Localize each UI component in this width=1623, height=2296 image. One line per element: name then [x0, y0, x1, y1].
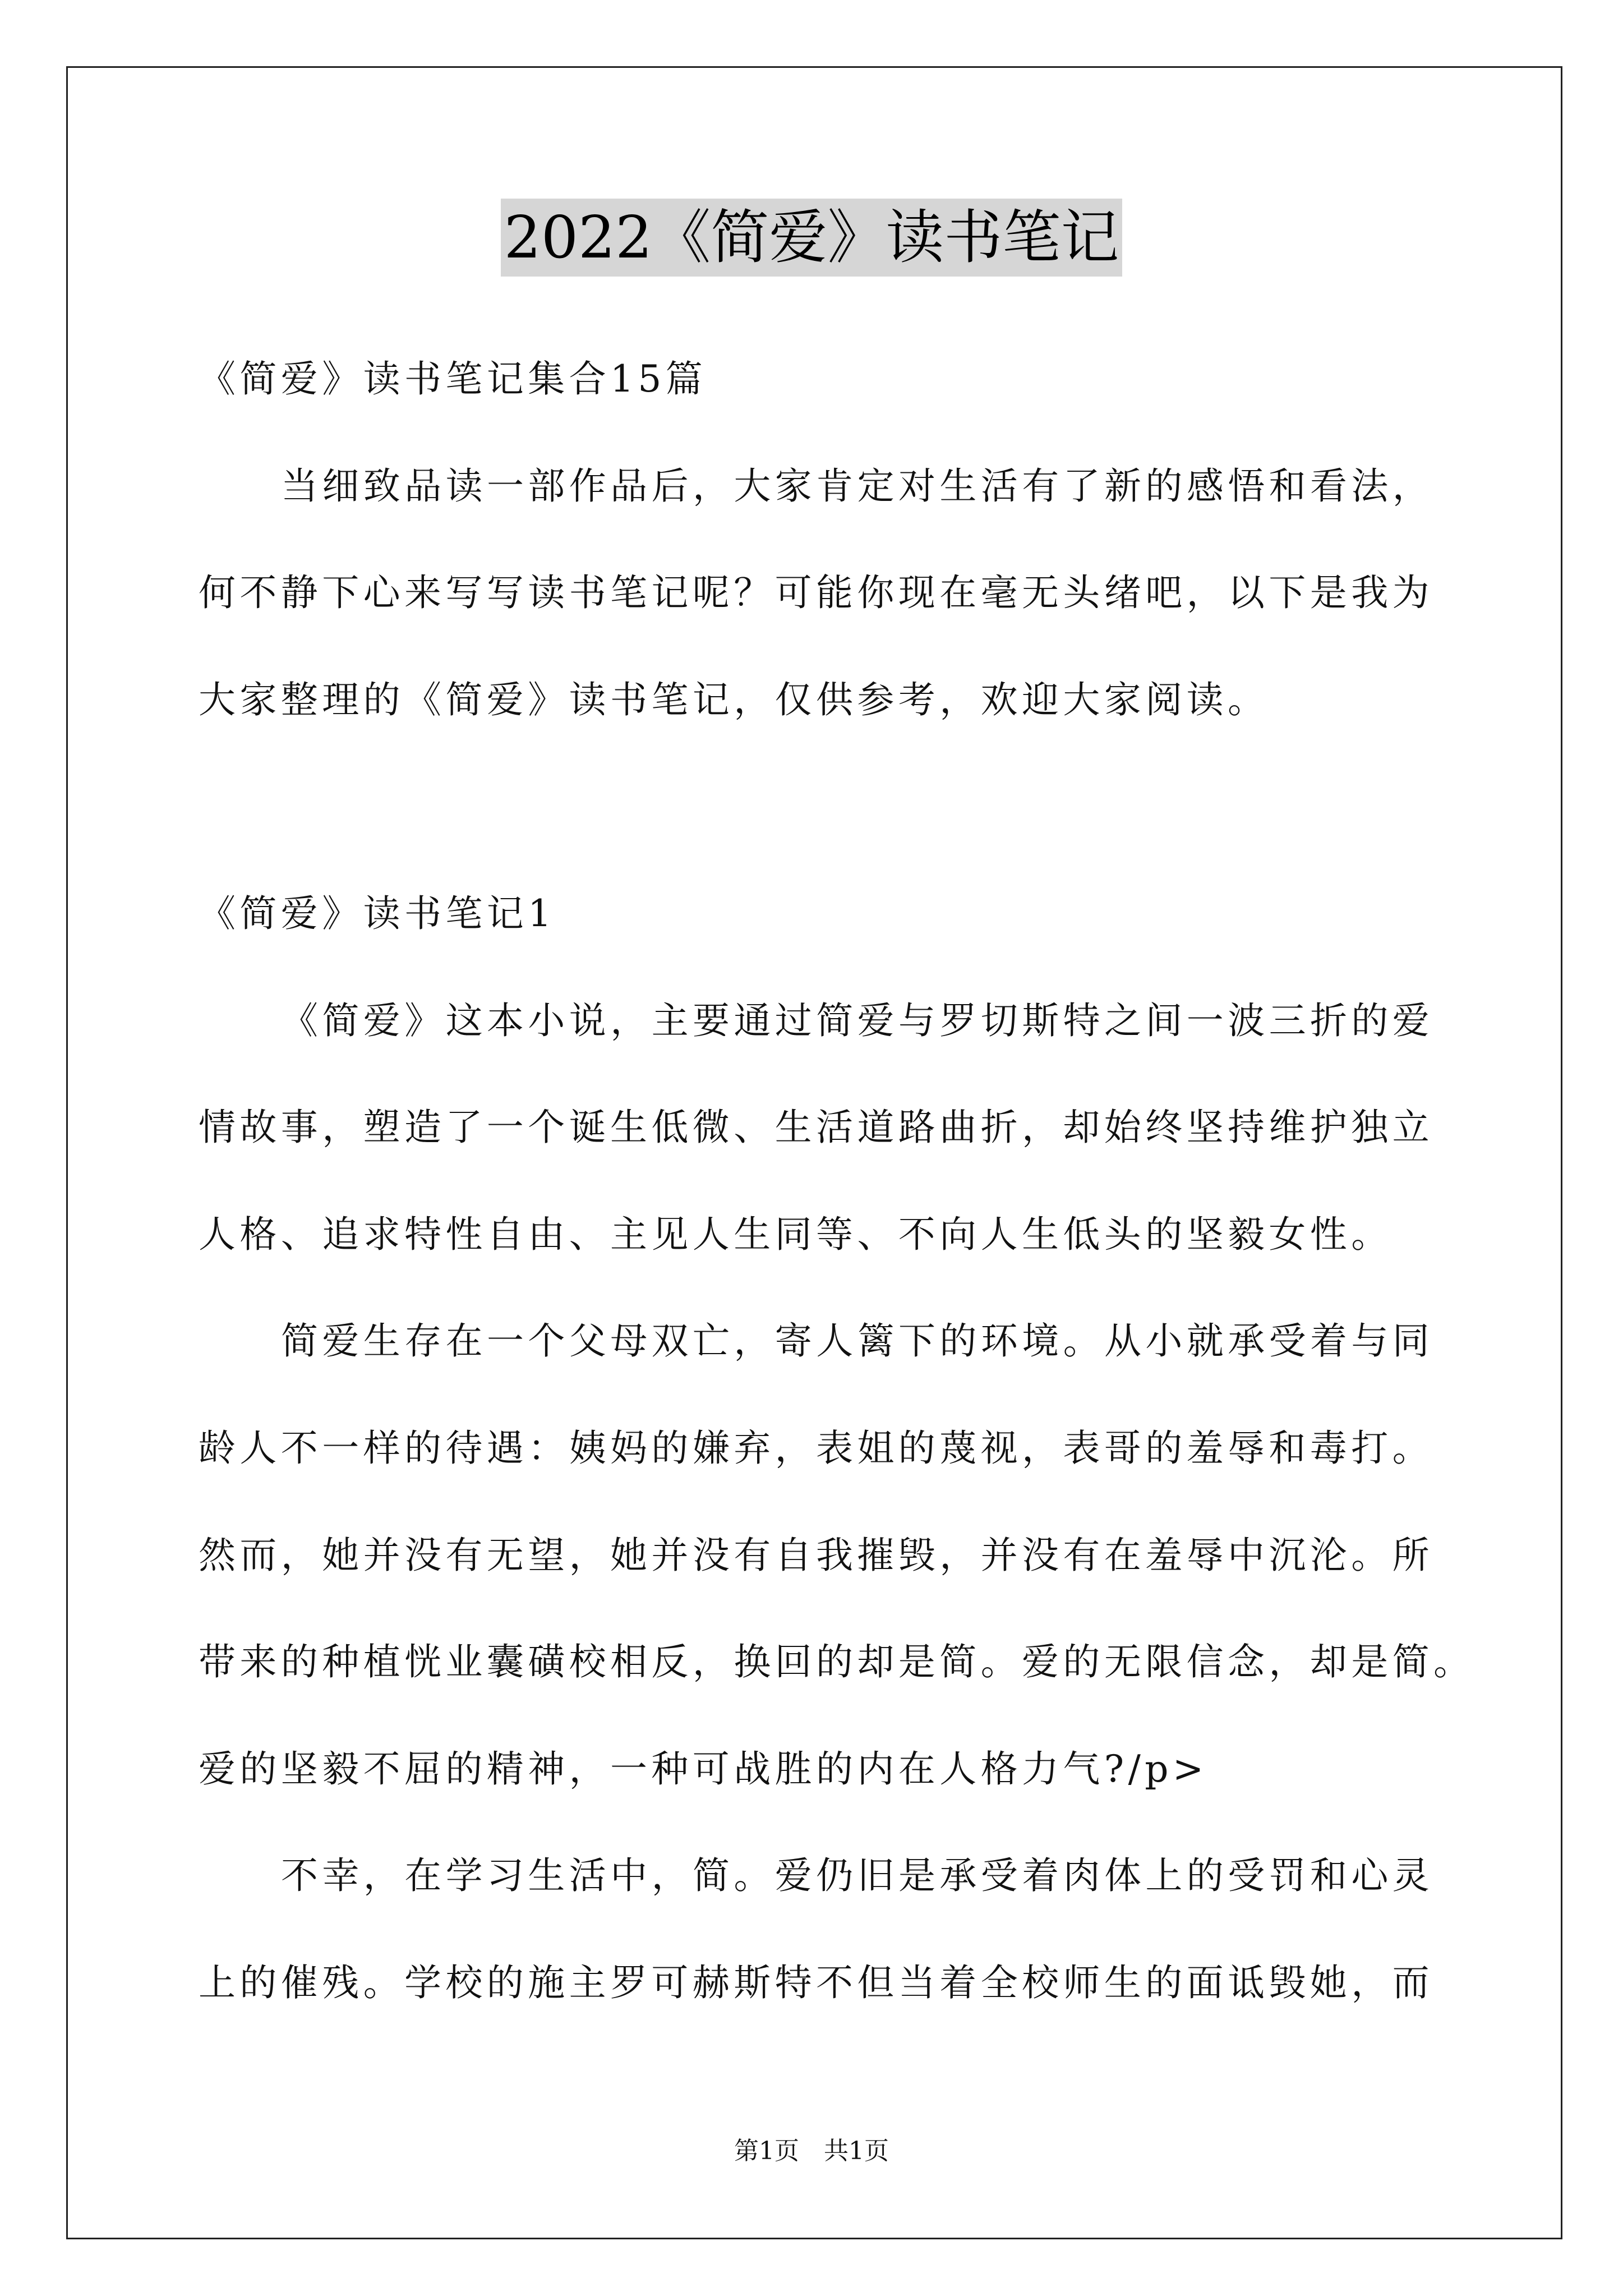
text-line: 情故事，塑造了一个诞生低微、生活道路曲折，却始终坚持维护独立 [199, 1106, 1433, 1149]
page-footer: 第1页 共1页 [734, 2137, 889, 2165]
blank-line [199, 753, 1544, 861]
intro-paragraph [199, 433, 1544, 754]
paragraph [199, 1823, 1544, 2036]
paragraph [199, 968, 1544, 1289]
text-line: 爱的坚毅不屈的精神，一种可战胜的内在人格力气?/p> [199, 1747, 1208, 1791]
text-line: 上的催残。学校的施主罗可赫斯特不但当着全校师生的面诋毁她，而 [199, 1961, 1433, 2004]
text-line: 简爱生存在一个父母双亡，寄人篱下的环境。从小就承受着与同 [281, 1319, 1434, 1363]
text-line: 带来的种植恍业囊磺校相反，换回的却是简。爱的无限信念，却是简。 [199, 1640, 1475, 1684]
document-subtitle: 《简爱》读书笔记集合15篇 [199, 357, 707, 401]
title-container [0, 199, 1623, 277]
text-line: 大家整理的《简爱》读书笔记，仅供参考，欢迎大家阅读。 [199, 678, 1269, 721]
document-title: 2022《简爱》读书笔记 [501, 199, 1123, 277]
section-heading: 《简爱》读书笔记1 [199, 891, 556, 935]
text-line: 龄人不一样的待遇：姨妈的嫌弃，表姐的蔑视，表哥的羞辱和毒打。 [199, 1426, 1433, 1470]
text-line: 何不静下心来写写读书笔记呢？可能你现在毫无头绪吧，以下是我为 [199, 571, 1433, 615]
text-line: 当细致品读一部作品后，大家肯定对生活有了新的感悟和看法， [281, 464, 1434, 508]
text-line: 然而，她并没有无望，她并没有自我摧毁，并没有在羞辱中沉沦。所 [199, 1533, 1433, 1577]
paragraph [199, 1288, 1544, 1823]
text-line: 不幸，在学习生活中，简。爱仍旧是承受着肉体上的受罚和心灵 [281, 1854, 1434, 1898]
text-line: 《简爱》这本小说，主要通过简爱与罗切斯特之间一波三折的爱 [281, 999, 1434, 1042]
document-body [199, 326, 1544, 2037]
text-line: 人格、追求特性自由、主见人生同等、不向人生低头的坚毅女性。 [199, 1212, 1393, 1256]
